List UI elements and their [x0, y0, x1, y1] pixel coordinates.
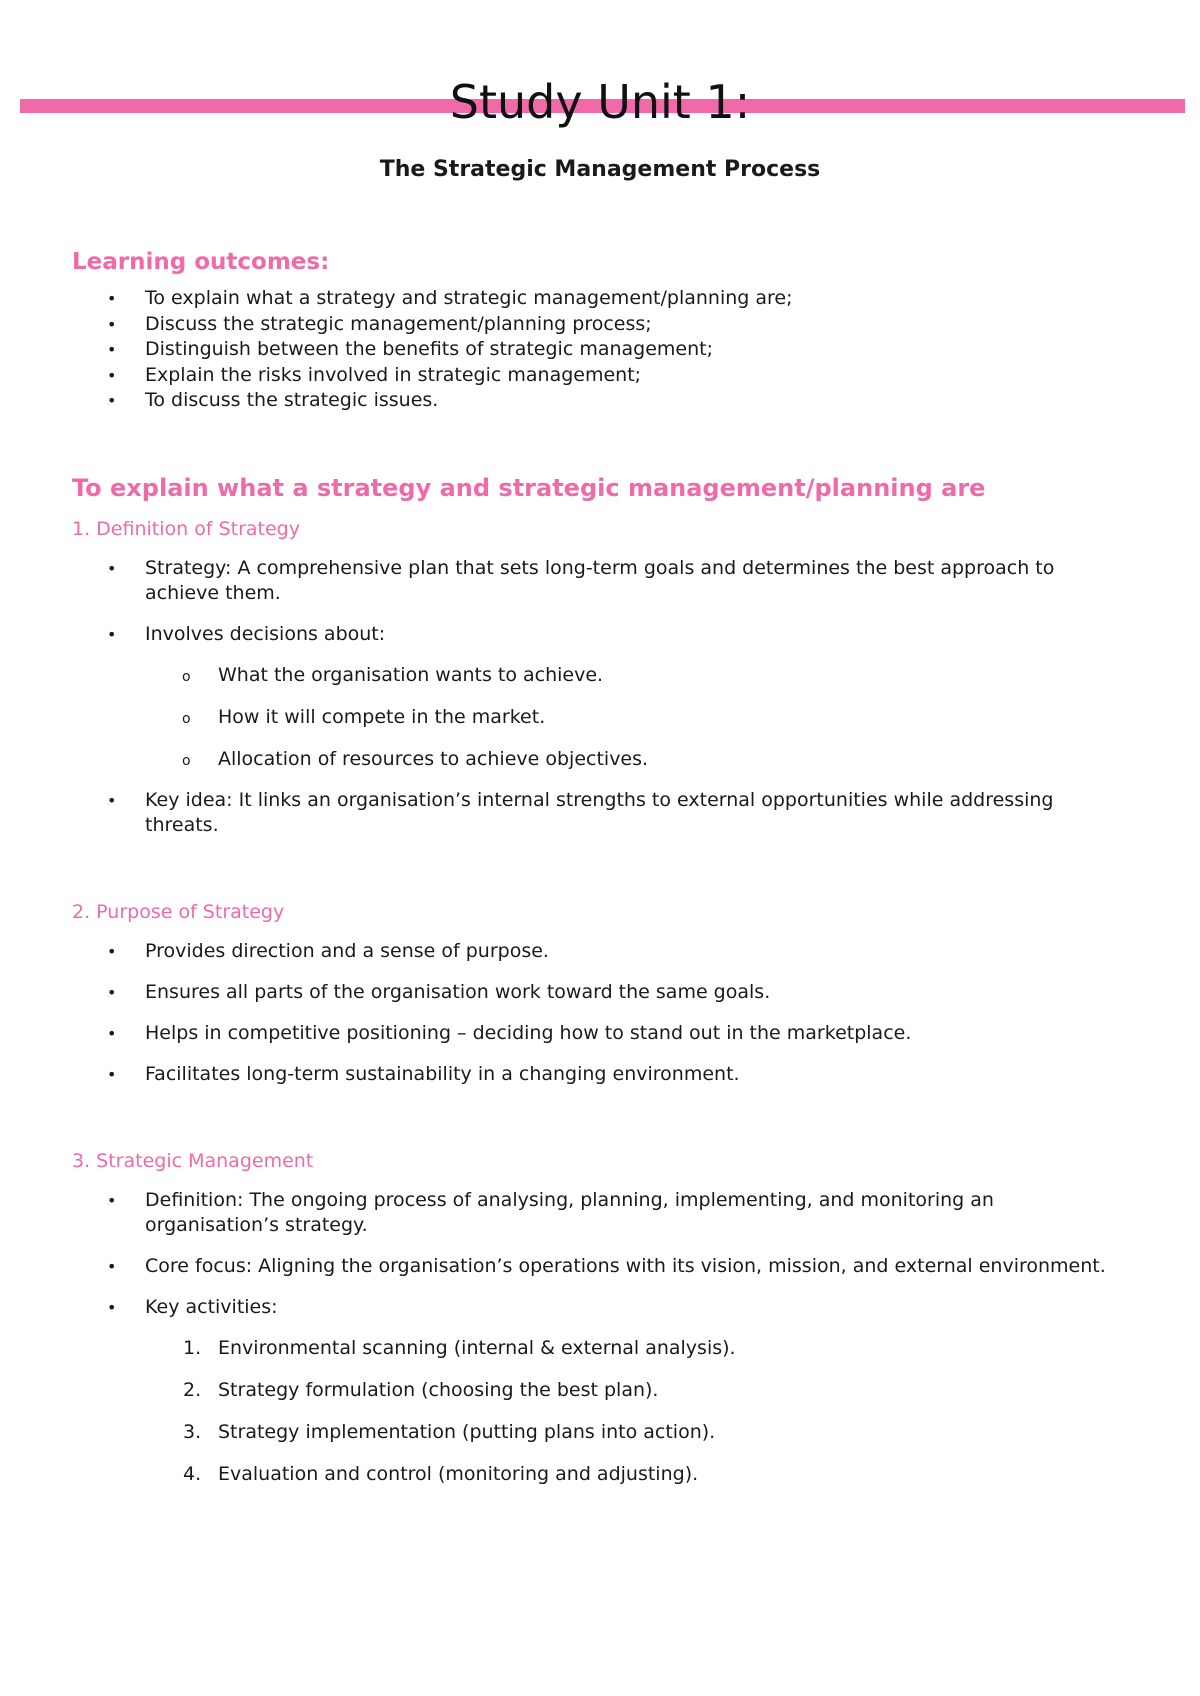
bullet-icon: •: [107, 558, 117, 578]
list-item: [72, 556, 1132, 606]
numbered-item-text: Strategy implementation (putting plans into action).: [218, 1420, 716, 1443]
sub-list-item: [145, 663, 1132, 688]
list-item: [72, 363, 1132, 389]
list-item: [72, 939, 1132, 964]
page-title: Study Unit 1:: [449, 75, 751, 129]
item-number: 3.: [183, 1420, 202, 1443]
bullet-icon: •: [107, 314, 117, 334]
bullet-icon: •: [107, 1023, 117, 1043]
bullet-icon: •: [107, 1064, 117, 1084]
list-item-text: Key idea: It links an organisation’s internal strengths to external opportunities while addressing threats.: [145, 788, 1054, 836]
list-item: [72, 337, 1132, 363]
item-number: 1.: [183, 1336, 202, 1359]
subsection-heading-management: 3. Strategic Management: [72, 1149, 314, 1172]
learning-outcomes-heading: Learning outcomes:: [72, 249, 330, 275]
sub-list-item-text: What the organisation wants to achieve.: [218, 663, 604, 686]
subsection-heading-purpose: 2. Purpose of Strategy: [72, 900, 285, 923]
bullet-icon: •: [107, 1256, 117, 1276]
list-item-text: To discuss the strategic issues.: [145, 389, 439, 411]
management-list: [72, 1188, 1132, 1487]
list-item: [72, 388, 1132, 414]
list-item-text: Distinguish between the benefits of strategic management;: [145, 338, 713, 360]
list-item-text: Ensures all parts of the organisation work toward the same goals.: [145, 980, 771, 1003]
item-number: 4.: [183, 1462, 202, 1485]
list-item: [72, 980, 1132, 1005]
sub-list-item: [145, 747, 1132, 772]
numbered-item-text: Evaluation and control (monitoring and adjusting).: [218, 1462, 699, 1485]
section-heading: To explain what a strategy and strategic management/planning are: [72, 473, 986, 502]
circle-bullet-icon: o: [182, 752, 191, 769]
numbered-item: [145, 1336, 1132, 1361]
list-item: [72, 1062, 1132, 1087]
numbered-item-text: Environmental scanning (internal & external analysis).: [218, 1336, 736, 1359]
bullet-icon: •: [107, 1190, 117, 1210]
bullet-icon: •: [107, 624, 117, 644]
sub-list-item-text: Allocation of resources to achieve objectives.: [218, 747, 649, 770]
numbered-item-text: Strategy formulation (choosing the best plan).: [218, 1378, 659, 1401]
list-item-text: Core focus: Aligning the organisation’s operations with its vision, mission, and external environment.: [145, 1254, 1106, 1277]
list-item: [72, 1021, 1132, 1046]
list-item: [72, 1254, 1132, 1279]
numbered-item: [145, 1420, 1132, 1445]
purpose-list: [72, 939, 1132, 1087]
decisions-sublist: [145, 663, 1132, 772]
bullet-icon: •: [107, 365, 117, 385]
sub-list-item: [145, 705, 1132, 730]
list-item: [72, 622, 1132, 772]
bullet-icon: •: [107, 289, 117, 308]
definition-list: [72, 556, 1132, 838]
list-item: [72, 286, 1132, 312]
list-item-text: Strategy: A comprehensive plan that sets long-term goals and determines the best approach to achieve them.: [145, 556, 1055, 604]
bullet-icon: •: [107, 1297, 117, 1317]
key-activities-list: [145, 1336, 1132, 1487]
spacer: [72, 854, 1132, 899]
bullet-icon: •: [107, 790, 117, 810]
bullet-icon: •: [107, 391, 117, 410]
bullet-icon: •: [107, 340, 117, 359]
list-item-text: Helps in competitive positioning – deciding how to stand out in the marketplace.: [145, 1021, 912, 1044]
list-item-text: Provides direction and a sense of purpose.: [145, 939, 549, 962]
subsection-heading-definition: 1. Definition of Strategy: [72, 517, 300, 540]
list-item: [72, 788, 1132, 838]
sub-list-item-text: How it will compete in the market.: [218, 705, 546, 728]
item-number: 2.: [183, 1378, 202, 1401]
list-item-text: Involves decisions about:: [145, 622, 386, 645]
list-item: [72, 1188, 1132, 1238]
list-item-text: Discuss the strategic management/planning process;: [145, 312, 652, 335]
list-item-text: To explain what a strategy and strategic management/planning are;: [145, 287, 793, 309]
numbered-item: [145, 1378, 1132, 1403]
list-item-text: Key activities:: [145, 1295, 278, 1318]
document-body: [72, 246, 1132, 1503]
bullet-icon: •: [107, 982, 117, 1002]
circle-bullet-icon: o: [182, 668, 191, 685]
spacer: [72, 1103, 1132, 1148]
list-item-text: Explain the risks involved in strategic management;: [145, 363, 642, 386]
numbered-item: [145, 1462, 1132, 1487]
circle-bullet-icon: o: [182, 710, 191, 727]
list-item-text: Definition: The ongoing process of analysing, planning, implementing, and monitoring an organisation’s strategy.: [145, 1188, 994, 1236]
list-item: [72, 312, 1132, 338]
bullet-icon: •: [107, 941, 117, 961]
page-subtitle: The Strategic Management Process: [379, 157, 821, 182]
list-item: [72, 1295, 1132, 1487]
list-item-text: Facilitates long-term sustainability in a changing environment.: [145, 1062, 740, 1085]
learning-outcomes-list: [72, 286, 1132, 414]
